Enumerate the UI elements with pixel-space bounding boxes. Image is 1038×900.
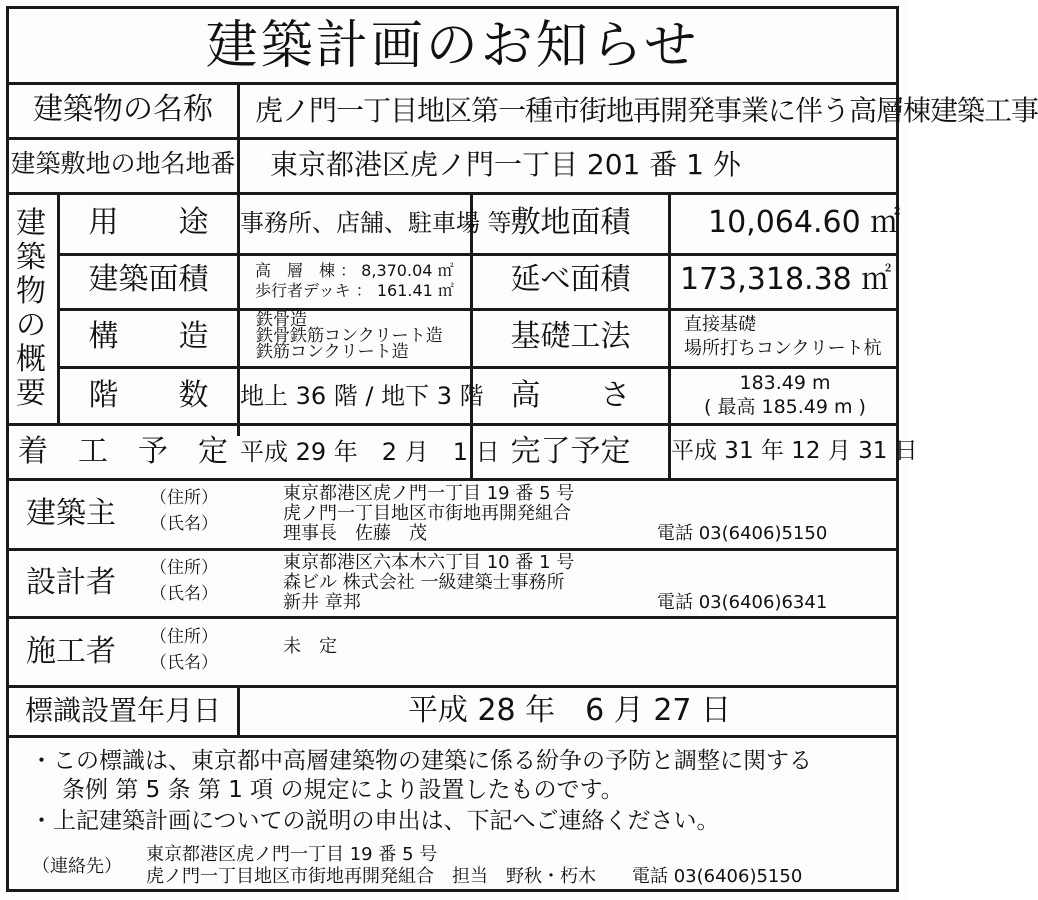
- contact-organization: 虎ノ門一丁目地区市街地再開発組合 担当 野秋・朽木 電話 03(6406)5150: [146, 866, 803, 887]
- owner-label: 建築主: [26, 496, 116, 531]
- owner-name: 理事長 佐藤 茂: [283, 523, 427, 544]
- note-inquiry: ・上記建築計画についての説明の申出は、下記へご連絡ください。: [30, 808, 720, 834]
- height-value: 183.49 m: [739, 372, 831, 394]
- divider: [6, 82, 899, 85]
- foundation-pile: 場所打ちコンクリート杭: [684, 338, 882, 359]
- total-floor-value: 173,318.38 ㎡: [680, 262, 892, 297]
- designer-name-label: （氏名）: [150, 584, 218, 604]
- start-label: 着 工 予 定: [18, 434, 228, 469]
- divider: [57, 253, 899, 256]
- site-value: 東京都港区虎ノ門一丁目 201 番 1 外: [270, 148, 741, 181]
- finish-value: 平成 31 年 12 月 31 日: [671, 438, 918, 464]
- posted-value: 平成 28 年 6 月 27 日: [407, 693, 732, 728]
- divider: [57, 308, 899, 311]
- owner-address: 東京都港区虎ノ門一丁目 19 番 5 号: [283, 483, 575, 504]
- structure-rc: 鉄筋コンクリート造: [256, 342, 409, 362]
- structure-steel: 鉄骨造: [256, 310, 307, 330]
- owner-organization: 虎ノ門一丁目地区市街地再開発組合: [283, 503, 571, 524]
- divider: [6, 137, 899, 140]
- divider: [57, 366, 899, 369]
- foundation-label: 基礎工法: [510, 319, 631, 354]
- building-area-deck: 歩行者デッキ ： 161.41 ㎡: [255, 281, 454, 300]
- site-area-label: 敷地面積: [510, 205, 631, 240]
- total-floor-label: 延べ面積: [510, 262, 631, 297]
- overview-label: 建築物の概要: [16, 206, 46, 411]
- owner-address-label: （住所）: [150, 488, 218, 508]
- contractor-address-label: （住所）: [150, 627, 218, 647]
- designer-phone: 電話 03(6406)6341: [657, 592, 828, 613]
- divider: [6, 685, 899, 688]
- designer-name: 新井 章邦: [283, 592, 361, 613]
- floors-value: 地上 36 階 / 地下 3 階: [240, 382, 484, 410]
- divider: [6, 548, 899, 551]
- contact-label: （連絡先）: [32, 856, 122, 877]
- height-label: 高 さ: [510, 378, 631, 413]
- divider: [6, 616, 899, 619]
- structure-label: 構 造: [88, 319, 209, 354]
- site-label: 建築敷地の地名地番: [10, 149, 236, 178]
- site-area-value: 10,064.60 ㎡: [708, 205, 901, 240]
- note-ordinance-line2: 条例 第 5 条 第 1 項 の規定により設置したものです。: [62, 777, 624, 803]
- structure-src: 鉄骨鉄筋コンクリート造: [256, 326, 443, 346]
- building-area-tower: 高 層 棟 ： 8,370.04 ㎡: [255, 261, 454, 280]
- contractor-label: 施工者: [26, 634, 116, 669]
- designer-organization: 森ビル 株式会社 一級建築士事務所: [283, 572, 565, 593]
- divider: [6, 192, 899, 195]
- owner-name-label: （氏名）: [150, 514, 218, 534]
- divider: [668, 192, 671, 478]
- foundation-direct: 直接基礎: [684, 314, 756, 335]
- posted-label: 標識設置年月日: [24, 694, 221, 727]
- designer-address-label: （住所）: [150, 558, 218, 578]
- contractor-value: 未 定: [283, 636, 337, 657]
- designer-address: 東京都港区六本木六丁目 10 番 1 号: [283, 552, 575, 573]
- divider: [6, 478, 899, 481]
- divider: [6, 423, 899, 426]
- contractor-name-label: （氏名）: [150, 653, 218, 673]
- building-name-value: 虎ノ門一丁目地区第一種市街地再開発事業に伴う高層棟建築工事: [255, 94, 1038, 127]
- designer-label: 設計者: [26, 565, 116, 600]
- owner-phone: 電話 03(6406)5150: [657, 523, 828, 544]
- use-value: 事務所、店舗、駐車場 等: [240, 209, 512, 237]
- building-name-label: 建築物の名称: [33, 92, 213, 127]
- finish-label: 完了予定: [510, 434, 631, 469]
- height-max: ( 最高 185.49 m ): [704, 396, 866, 418]
- floors-label: 階 数: [88, 378, 209, 413]
- use-label: 用 途: [88, 205, 209, 240]
- building-area-label: 建築面積: [88, 262, 209, 297]
- note-ordinance-line1: ・この標識は、東京都中高層建築物の建築に係る紛争の予防と調整に関する: [30, 748, 812, 774]
- start-value: 平成 29 年 2 月 1 日: [240, 438, 500, 466]
- notice-title: 建築計画のお知らせ: [205, 16, 700, 76]
- divider: [6, 735, 899, 738]
- contact-address: 東京都港区虎ノ門一丁目 19 番 5 号: [146, 844, 438, 865]
